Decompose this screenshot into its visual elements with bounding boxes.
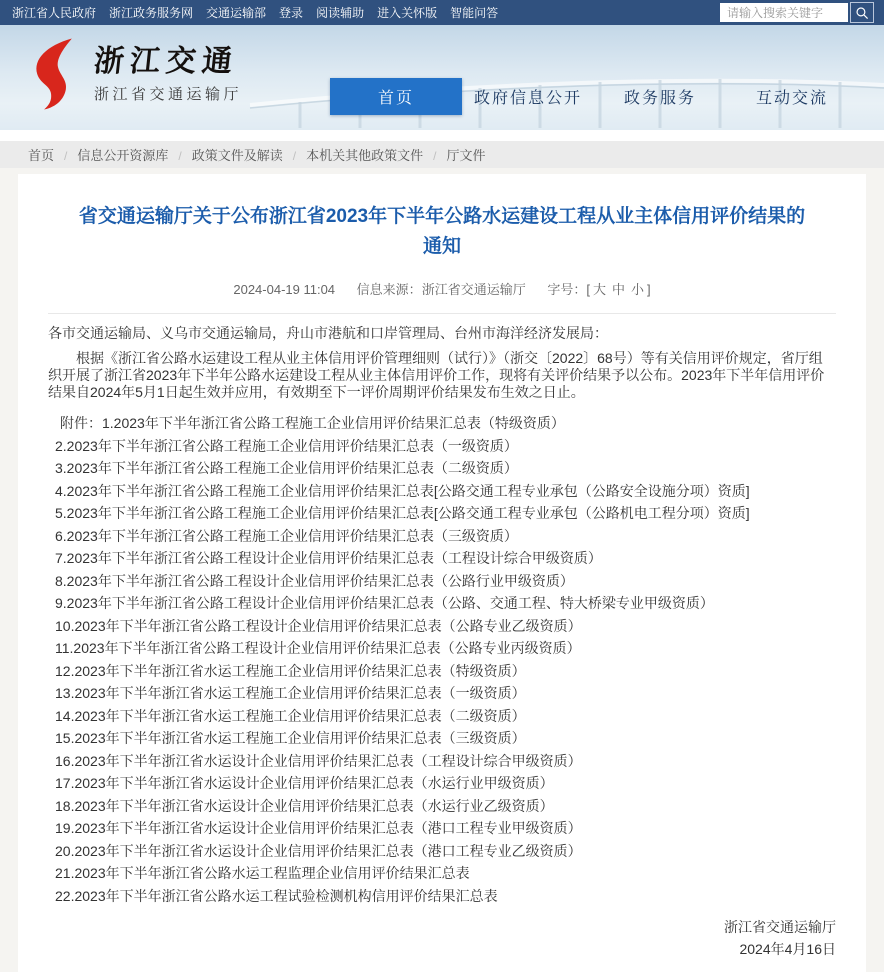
- attachment-link[interactable]: 18.2023年下半年浙江省水运设计企业信用评价结果汇总表（水运行业乙级资质）: [55, 797, 554, 814]
- topbar-link[interactable]: 阅读辅助: [316, 6, 365, 20]
- page-title: 省交通运输厅关于公布浙江省2023年下半年公路水运建设工程从业主体信用评价结果的通知: [78, 206, 806, 257]
- nav-tab[interactable]: 首页: [330, 78, 462, 115]
- article-meta: [42, 279, 842, 298]
- topbar-link[interactable]: 交通运输部: [206, 6, 267, 20]
- attachment-link[interactable]: 12.2023年下半年浙江省水运工程施工企业信用评价结果汇总表（特级资质）: [55, 662, 526, 679]
- attachment-row: [48, 505, 836, 522]
- publish-date: 2024-04-19 11:04: [233, 282, 336, 297]
- attachment-link[interactable]: 11.2023年下半年浙江省公路工程设计企业信用评价结果汇总表（公路专业丙级资质）: [55, 640, 581, 656]
- attachment-link[interactable]: 16.2023年下半年浙江省水运设计企业信用评价结果汇总表（工程设计综合甲级资质）: [55, 752, 582, 769]
- salutation: 各市交通运输局、义乌市交通运输局，舟山市港航和口岸管理局、台州市海洋经济发展局：: [48, 325, 608, 341]
- attachment-row: [48, 550, 836, 567]
- fontsize-option[interactable]: 中: [611, 282, 625, 297]
- attachment-link[interactable]: 14.2023年下半年浙江省水运工程施工企业信用评价结果汇总表（二级资质）: [55, 707, 526, 724]
- attachment-link[interactable]: 13.2023年下半年浙江省水运工程施工企业信用评价结果汇总表（一级资质）: [55, 685, 526, 701]
- topbar-link[interactable]: 浙江政务服务网: [109, 6, 194, 20]
- fontsize-label: 字号：[: [547, 282, 590, 297]
- fontsize-option[interactable]: 小: [630, 282, 644, 297]
- fontsize-control: [547, 282, 650, 297]
- attachment-row: [48, 438, 836, 455]
- topbar-links: [12, 4, 498, 21]
- attachment-row: [48, 753, 836, 770]
- fontsize-bracket-close: ]: [647, 282, 651, 297]
- attachment-row: [48, 663, 836, 680]
- topbar-link[interactable]: 登录: [279, 6, 304, 20]
- logo-subtitle: 浙江省交通运输厅: [94, 85, 243, 103]
- breadcrumb-item[interactable]: / 本机关其他政策文件: [283, 145, 423, 164]
- search-button[interactable]: [850, 2, 874, 23]
- attachment-row: [48, 573, 836, 590]
- attachment-row: [48, 820, 836, 837]
- attachment-link[interactable]: 15.2023年下半年浙江省水运工程施工企业信用评价结果汇总表（三级资质）: [55, 730, 526, 746]
- topbar-link[interactable]: 浙江省人民政府: [12, 6, 97, 20]
- attachment-row: [48, 730, 836, 747]
- topbar-link[interactable]: 智能问答: [450, 6, 499, 20]
- attachment-link[interactable]: 8.2023年下半年浙江省公路工程设计企业信用评价结果汇总表（公路行业甲级资质）: [55, 572, 574, 589]
- attachments-list: [48, 438, 836, 905]
- signature-block: [48, 916, 836, 960]
- body-paragraph: 根据《浙江省公路水运建设工程从业主体信用评价管理细则（试行）》（浙交〔2022〕68号）等有关信用评价规定，省厅组织开展了浙江省2023年下半年公路水运建设工程从业主体信用评价工作，现将有关评价结果予以公布。2023年下半年信用评价结果自2024年5月1日起生效并应用，有效期至下一评价周期评价结果发布生效之日止。: [48, 350, 825, 400]
- topbar: [0, 0, 884, 25]
- attachment-link[interactable]: 17.2023年下半年浙江省水运设计企业信用评价结果汇总表（水运行业甲级资质）: [55, 775, 554, 791]
- source: [357, 282, 526, 297]
- nav-tab[interactable]: 政务服务: [623, 90, 696, 107]
- site-logo[interactable]: [32, 37, 242, 111]
- header-spacer: [0, 130, 884, 141]
- signature-org: 浙江省交通运输厅: [724, 918, 836, 935]
- attachment-link[interactable]: 4.2023年下半年浙江省公路工程施工企业信用评价结果汇总表[公路交通工程专业承包（公路安全设施分项）资质]: [55, 482, 750, 499]
- attachment-link[interactable]: 20.2023年下半年浙江省水运设计企业信用评价结果汇总表（港口工程专业乙级资质）: [55, 842, 582, 859]
- header-banner: [0, 25, 884, 130]
- attachment-row: [48, 775, 836, 792]
- attachment-row: [48, 685, 836, 702]
- attachment-link[interactable]: 22.2023年下半年浙江省公路水运工程试验检测机构信用评价结果汇总表: [55, 887, 498, 904]
- title-divider: [48, 313, 836, 314]
- search-icon: [855, 6, 869, 20]
- attachment-row: [48, 460, 836, 477]
- attachment-row: [48, 888, 836, 905]
- attachment-link[interactable]: 19.2023年下半年浙江省水运设计企业信用评价结果汇总表（港口工程专业甲级资质）: [55, 820, 582, 836]
- breadcrumb-item[interactable]: 首页: [28, 148, 55, 163]
- attachment-link[interactable]: 5.2023年下半年浙江省公路工程施工企业信用评价结果汇总表[公路交通工程专业承包（公路机电工程分项）资质]: [55, 505, 750, 521]
- nav-tab[interactable]: 政府信息公开: [473, 90, 582, 107]
- attachment-row: [48, 618, 836, 635]
- topbar-link[interactable]: 进入关怀版: [377, 6, 438, 20]
- search-input[interactable]: [720, 3, 848, 22]
- article-content: [48, 325, 836, 905]
- breadcrumb-item[interactable]: / 厅文件: [423, 145, 485, 164]
- attachment-link[interactable]: 9.2023年下半年浙江省公路工程设计企业信用评价结果汇总表（公路、交通工程、特大桥梁专业甲级资质）: [55, 595, 714, 611]
- breadcrumb: [0, 141, 884, 168]
- attachment-link[interactable]: 6.2023年下半年浙江省公路工程施工企业信用评价结果汇总表（三级资质）: [55, 527, 518, 544]
- search-box: [720, 2, 874, 23]
- fontsize-option[interactable]: 大: [592, 282, 606, 297]
- source-value: 浙江省交通运输厅: [421, 282, 526, 297]
- attachment-link[interactable]: 2.2023年下半年浙江省公路工程施工企业信用评价结果汇总表（一级资质）: [55, 437, 518, 454]
- breadcrumb-item[interactable]: / 政策文件及解读: [168, 145, 282, 164]
- attachments-label: 附件：: [60, 415, 102, 431]
- logo-title: 浙江交通: [92, 43, 240, 79]
- main-nav: [330, 78, 858, 115]
- attachment-link[interactable]: 3.2023年下半年浙江省公路工程施工企业信用评价结果汇总表（二级资质）: [55, 460, 518, 476]
- logo-red-swoosh-icon: [32, 37, 84, 111]
- attachment-link[interactable]: 7.2023年下半年浙江省公路工程设计企业信用评价结果汇总表（工程设计综合甲级资质）: [55, 550, 602, 566]
- article-card: [18, 174, 866, 972]
- attachment-link[interactable]: 1.2023年下半年浙江省公路工程施工企业信用评价结果汇总表（特级资质）: [102, 415, 565, 431]
- attachment-link[interactable]: 21.2023年下半年浙江省公路水运工程监理企业信用评价结果汇总表: [55, 865, 470, 881]
- breadcrumb-item[interactable]: / 信息公开资源库: [54, 145, 168, 164]
- source-label: 信息来源：: [356, 282, 422, 297]
- attachment-row: [48, 595, 836, 612]
- signature-date: 2024年4月16日: [739, 940, 836, 957]
- attachment-row: [48, 483, 836, 500]
- fontsize-options: [590, 282, 647, 297]
- attachment-row: [48, 843, 836, 860]
- attachment-row: [48, 708, 836, 725]
- nav-tab[interactable]: 互动交流: [755, 90, 828, 107]
- logo-text: [94, 45, 242, 104]
- attachment-row: [48, 528, 836, 545]
- attachment-row: [48, 798, 836, 815]
- attachment-row: [48, 640, 836, 657]
- attachments-first-row: [48, 415, 836, 432]
- attachment-link[interactable]: 10.2023年下半年浙江省公路工程设计企业信用评价结果汇总表（公路专业乙级资质）: [55, 617, 582, 634]
- attachment-row: [48, 865, 836, 882]
